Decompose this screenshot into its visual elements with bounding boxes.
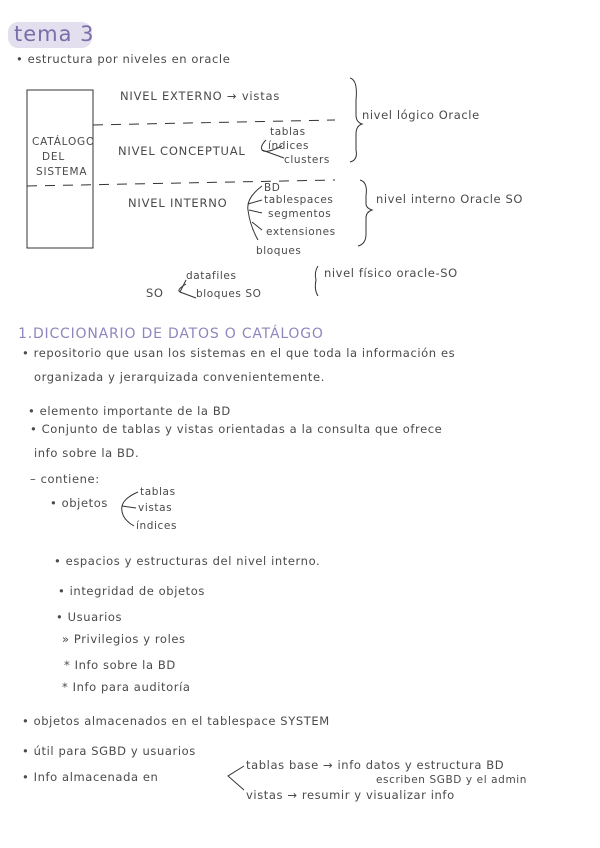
contains-label: – contiene:	[30, 472, 100, 486]
separator-internal	[27, 180, 335, 186]
intro-line: • estructura por niveles en oracle	[16, 52, 231, 66]
conceptual-item-clusters: clusters	[284, 154, 330, 166]
internal-item-segmentos: segmentos	[268, 208, 332, 220]
p3-line1: • Conjunto de tablas y vistas orientadas a la consulta que ofrece	[30, 422, 443, 436]
internal-item-tablespaces: tablespaces	[264, 194, 334, 206]
catalog-label-1: CATÁLOGO	[32, 136, 96, 148]
p6: • Info almacenada en	[22, 770, 159, 784]
internal-item-extensiones: extensiones	[266, 226, 336, 238]
internal-item-bd: BD	[264, 182, 281, 194]
logical-brace	[350, 78, 362, 162]
object-item-vistas: vistas	[138, 502, 173, 514]
catalog-label-2: DEL	[42, 151, 65, 163]
p4: • objetos almacenados en el tablespace SYSTEM	[22, 714, 330, 728]
bullet-privilegios: » Privilegios y roles	[62, 632, 186, 646]
page-title: tema 3	[14, 22, 95, 46]
p1-line2: organizada y jerarquizada convenientemente.	[34, 370, 325, 384]
p1-line1: • repositorio que usan los sistemas en el que toda la información es	[22, 346, 456, 360]
conceptual-item-tablas: tablas	[270, 126, 306, 138]
bullet-info-bd: * Info sobre la BD	[64, 658, 176, 672]
logical-label: nivel lógico Oracle	[362, 108, 480, 122]
physical-label: nivel físico oracle-SO	[324, 266, 458, 280]
object-item-indices: índices	[136, 520, 178, 532]
p2: • elemento importante de la BD	[28, 404, 231, 418]
so-item-bloques: bloques SO	[196, 288, 262, 300]
p3-line2: info sobre la BD.	[34, 446, 140, 460]
bullet-integridad: • integridad de objetos	[58, 584, 206, 598]
catalog-label-3: SISTEMA	[36, 166, 88, 178]
bullet-espacios: • espacios y estructuras del nivel interno.	[54, 554, 321, 568]
so-arrows	[179, 284, 196, 298]
internal-label: nivel interno Oracle SO	[376, 192, 524, 206]
p5: • útil para SGBD y usuarios	[22, 744, 196, 758]
conceptual-item-indices: índices	[268, 140, 310, 152]
physical-brace	[315, 266, 318, 296]
bullet-usuarios: • Usuarios	[56, 610, 123, 624]
so-item-datafiles: datafiles	[186, 270, 237, 282]
conceptual-level: NIVEL CONCEPTUAL	[118, 144, 246, 158]
internal-item-bloques: bloques	[256, 245, 302, 257]
p6-vistas: vistas → resumir y visualizar info	[246, 788, 455, 802]
section-title: 1.DICCIONARIO DE DATOS O CATÁLOGO	[18, 326, 324, 342]
p6-escriben: escriben SGBD y el admin	[376, 774, 528, 786]
storage-arrows	[228, 766, 244, 790]
object-item-tablas: tablas	[140, 486, 176, 498]
internal-level: NIVEL INTERNO	[128, 196, 228, 210]
external-level: NIVEL EXTERNO → vistas	[120, 89, 281, 103]
p6-tablas-base: tablas base → info datos y estructura BD	[246, 758, 505, 772]
so-label: SO	[146, 286, 164, 300]
internal-brace	[358, 180, 372, 246]
separator-external	[93, 120, 335, 125]
bullet-info-auditoria: * Info para auditoría	[62, 680, 191, 694]
objects-label: • objetos	[50, 496, 108, 510]
